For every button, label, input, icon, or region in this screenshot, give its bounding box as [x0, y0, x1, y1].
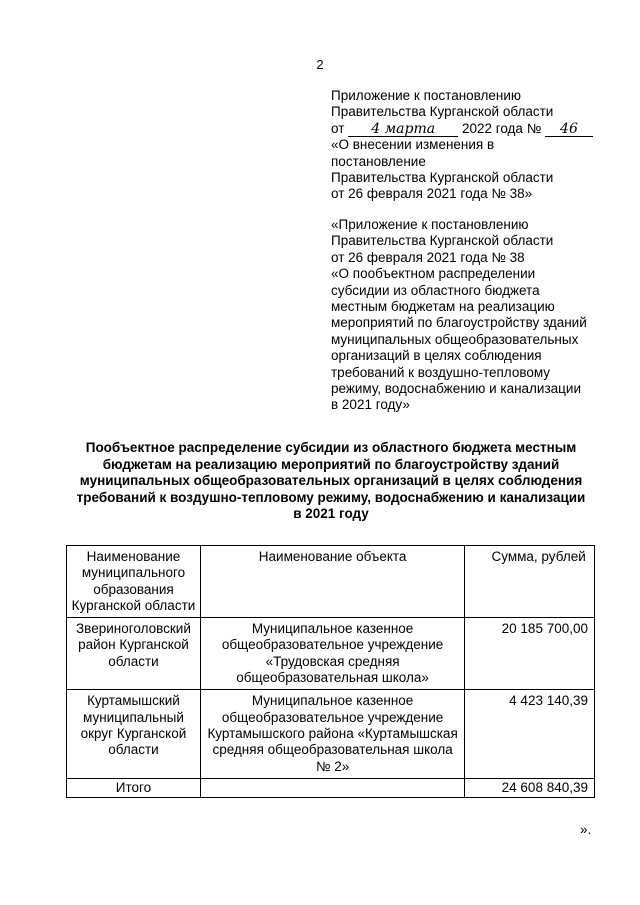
header-object: Наименование объекта: [200, 546, 464, 618]
from-prefix: от: [331, 120, 345, 136]
original-appendix-line: «О пообъектном распределении: [331, 266, 536, 282]
cell-object: Муниципальное казенное общеобразовательное учреждение Куртамышского района «Куртамышская средняя общеобразовательная школа № 2»: [200, 690, 464, 778]
original-appendix: [331, 217, 587, 414]
appendix-header-line: от 26 февраля 2021 года № 38»: [331, 186, 533, 202]
cell-municipality: Звериноголовский район Курганской области: [67, 618, 201, 690]
appendix-header-line: постановление: [331, 153, 426, 169]
original-appendix-line: местным бюджетам на реализацию: [331, 299, 555, 315]
cell-municipality: Куртамышский муниципальный округ Курганской области: [67, 690, 201, 778]
original-appendix-line: в 2021 году»: [331, 397, 410, 413]
table-row: [67, 690, 595, 778]
document-title-line: требований к воздушно-тепловому режиму, водоснабжению и канализации: [76, 489, 586, 505]
closing-quote: ».: [580, 822, 592, 837]
appendix-header-line: Приложение к постановлению: [331, 88, 522, 103]
total-label: Итого: [67, 778, 201, 797]
handwritten-date: 4 марта: [348, 122, 458, 137]
cell-amount: 4 423 140,39: [465, 690, 595, 778]
cell-object: Муниципальное казенное общеобразовательное учреждение «Трудовская средняя общеобразовательная школа»: [200, 618, 464, 690]
appendix-date-line: [331, 121, 593, 137]
original-appendix-line: «Приложение к постановлению: [331, 217, 529, 232]
document-title-line: в 2021 году: [293, 506, 369, 522]
table-total-row: [67, 778, 595, 797]
original-appendix-line: организаций в целях соблюдения: [331, 348, 542, 364]
table-header-row: [67, 546, 595, 618]
document-title: [68, 440, 594, 523]
appendix-header-line: «О внесении изменения в: [331, 137, 495, 153]
subsidy-table: [66, 545, 595, 798]
appendix-header-line: Правительства Курганской области: [331, 170, 554, 186]
original-appendix-line: режиму, водоснабжению и канализации: [331, 381, 581, 397]
original-appendix-line: муниципальных общеобразовательных: [331, 331, 579, 347]
original-appendix-line: Правительства Курганской области: [331, 233, 554, 249]
cell-amount: 20 185 700,00: [465, 618, 595, 690]
original-appendix-line: субсидии из областного бюджета: [331, 282, 540, 298]
header-amount: Сумма, рублей: [465, 546, 595, 618]
document-title-line: бюджетам на реализацию мероприятий по благоустройству зданий: [102, 456, 560, 472]
original-appendix-line: требований к воздушно-тепловому: [331, 364, 551, 380]
document-title-line: муниципальных общеобразовательных организаций в целях соблюдения: [79, 473, 583, 489]
table-row: [67, 618, 595, 690]
original-appendix-line: мероприятий по благоустройству зданий: [331, 315, 587, 331]
appendix-header-line: Правительства Курганской области: [331, 104, 554, 120]
year-text: 2022 года №: [461, 120, 542, 136]
header-municipality: Наименование муниципального образования Курганской области: [67, 546, 201, 618]
total-object-cell: [200, 778, 464, 797]
page-number: 2: [316, 57, 324, 72]
total-amount: 24 608 840,39: [465, 778, 595, 797]
original-appendix-line: от 26 февраля 2021 года № 38: [331, 249, 525, 265]
document-title-line: Пообъектное распределение субсидии из областного бюджета местным: [85, 440, 577, 455]
handwritten-number: 46: [545, 122, 593, 137]
appendix-header: [331, 88, 593, 203]
